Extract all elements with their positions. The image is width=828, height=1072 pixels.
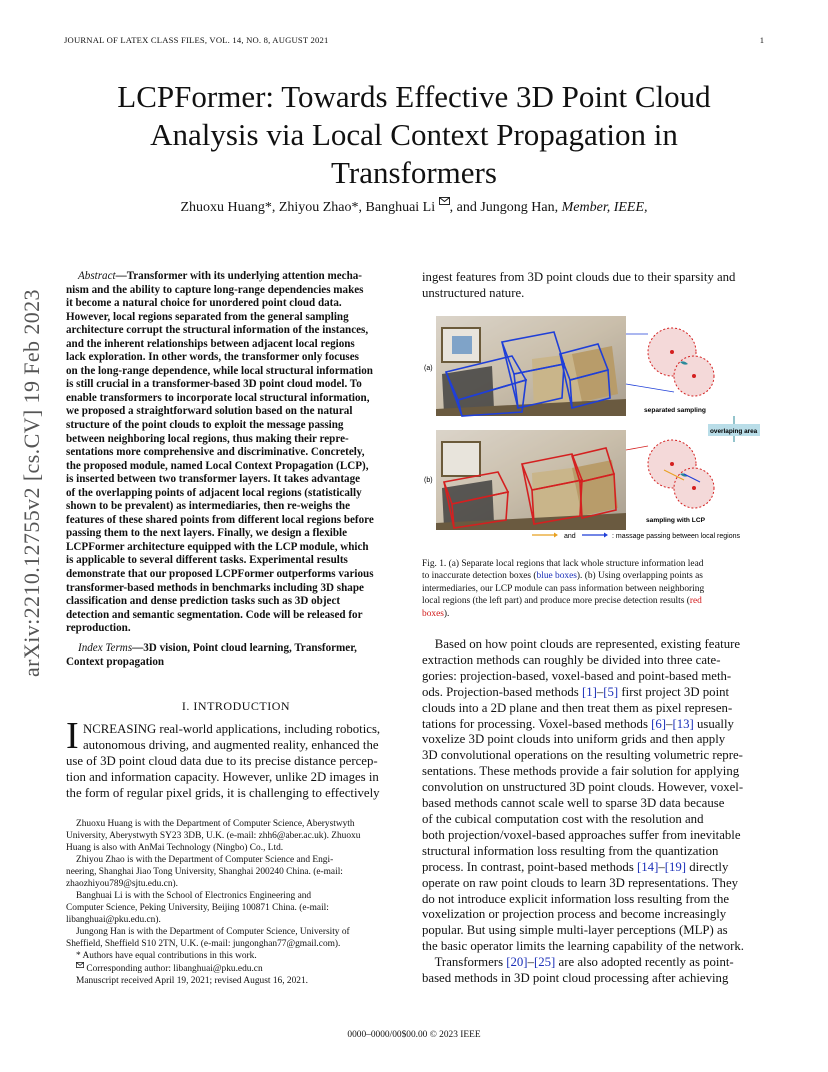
abstract-line: reproduction. <box>66 622 131 635</box>
body-line: extraction methods can roughly be divided into three cate- <box>422 652 721 667</box>
abstract-line: structure of the point clouds to exploit the message passing <box>66 419 344 432</box>
legend-and: and <box>564 533 576 540</box>
body-line: ods. Projection-based methods [1]–[5] first project 3D point <box>422 684 730 699</box>
sampling-with-lcp-label: sampling with LCP <box>646 517 705 524</box>
paper-title <box>64 78 764 192</box>
abstract-line: lack exploration. In other words, the transformer only focuses <box>66 351 359 364</box>
drop-cap: I <box>66 715 79 757</box>
citation-link[interactable]: [5] <box>603 684 619 699</box>
body-line: popular. But using simple multi-layer perceptions (MLP) as <box>422 923 728 938</box>
body-line: do not introduce explicit information loss resulting from the <box>422 891 730 906</box>
citation-link[interactable]: [6] <box>651 716 667 731</box>
figure-1 <box>422 314 763 544</box>
abstract-line: shown to be prevalent) as intermediaries, then re-weighs the <box>66 500 350 513</box>
citation-link[interactable]: [20] <box>506 955 528 970</box>
running-header: JOURNAL OF LATEX CLASS FILES, VOL. 14, NO. 8, AUGUST 2021 <box>64 35 329 45</box>
envelope-icon <box>76 962 84 968</box>
body-line: clouds into a 2D plane and then treat them as pixel represen- <box>422 700 733 715</box>
abstract-line: However, local regions separated from the general sampling <box>66 310 349 323</box>
citation-link[interactable]: [14] <box>637 859 659 874</box>
footnotes: Zhuoxu Huang is with the Department of Computer Science, Aberystwyth University, Aberystwyth SY23 3DB, U.K. (e-mail: zhh6@aber.ac.uk). Zhuoxu Huang is also with AnMai Technology (Ningbo) Co., Ltd. Zhiyou Zhao is with the Department of Computer Science and Engi- neering, Shanghai Jiao Tong University, Shanghai 200240 China. (e-mail: zhaozhiyou789@sjtu.edu.cn). Banghuai Li is with the School of Electronics Engineering and Computer Science, Peking University, Beijing 100871 China. (e-mail: libanghuai@pku.edu.cn). Jungong Han is with the Department of Computer Science, University of Sheffield, Sheffield S10 2TN, U.K. (e-mail: jungonghan77@gmail.com). * Authors have equal contributions in this work. Corresponding author: libanghuai@pku.edu.cn Manuscript received April 19, 2021; revised August 16, 2021. <box>66 819 361 986</box>
section-heading: I. INTRODUCTION <box>181 699 291 713</box>
abstract-body <box>66 284 406 636</box>
abstract-line: nism and the ability to capture long-range dependencies makes <box>66 283 364 296</box>
abstract-line: between neighboring local regions, thus making their repre- <box>66 432 349 445</box>
abstract-line: sentations more comprehensive and discriminative. Concretely, <box>66 446 365 459</box>
citation-link[interactable]: [13] <box>672 716 694 731</box>
abstract-line: is still crucial in a transformer-based 3D point cloud model. To <box>66 378 362 391</box>
body-line: structural information loss resulting from the quantization <box>422 843 719 858</box>
abstract-line: features of these shared points from different local regions before <box>66 513 374 526</box>
legend-text: : massage passing between local regions <box>612 533 741 540</box>
abstract-line: the proposed module, named Local Context Propagation (LCP), <box>66 459 369 472</box>
title-line: LCPFormer: Towards Effective 3D Point Cloud <box>117 79 711 114</box>
body-line: 3D convolutional operations on the resulting volumetric repre- <box>422 748 743 763</box>
citation-link[interactable]: [25] <box>533 955 556 970</box>
abstract <box>66 270 406 636</box>
body-line: Transformers [20]–[25] are also adopted recently as point- <box>422 955 734 970</box>
citation-link[interactable]: [1] <box>581 684 597 699</box>
title-line: Analysis via Local Context Propagation in <box>150 117 678 152</box>
abstract-line: transformer-based methods in benchmarks including 3D shape <box>66 581 364 594</box>
body-line: voxelize 3D point clouds into uniform grids and then apply <box>422 732 726 747</box>
abstract-line: demonstrate that our proposed LCPFormer outperforms various <box>66 568 374 581</box>
lcp-sampling-diagram <box>626 440 714 508</box>
panel-b-label: (b) <box>424 477 433 484</box>
body-line: sentations. These methods provide a fair solution for applying <box>422 764 740 779</box>
abstract-line: it become a natural choice for unordered point cloud data. <box>66 297 342 310</box>
overlapping-area-label: overlaping area <box>710 428 758 435</box>
author-names: Zhuoxu Huang*, Zhiyou Zhao*, Banghuai Li <box>180 200 436 215</box>
page-number: 1 <box>759 35 764 45</box>
abstract-line: passing them to the next layers. Finally, we design a flexible <box>66 527 348 540</box>
body-line: based methods cannot scale well to sparse 3D data because <box>422 796 725 811</box>
abstract-line: LCPFormer architecture equipped with the LCP module, which <box>66 540 369 553</box>
separated-sampling-diagram <box>626 328 714 396</box>
abstract-line: architecture corrupt the structural information of the instances, <box>66 324 369 337</box>
abstract-line: detection and semantic segmentation. Code will be released for <box>66 608 363 621</box>
member-title: Member, IEEE, <box>561 200 648 215</box>
body-line: convolution on unstructured 3D point clouds. However, voxel- <box>422 780 744 795</box>
abstract-line: enable transformers to incorporate local structural information, <box>66 391 370 404</box>
body-line: operate on raw point clouds to learn 3D representations. They <box>422 875 739 890</box>
body-line: based methods in 3D point cloud processing after achieving <box>422 971 729 986</box>
right-body-text <box>422 637 763 987</box>
abstract-line: classification and dense prediction tasks such as 3D object <box>66 595 341 608</box>
panel-a-label: (a) <box>424 365 433 372</box>
envelope-icon <box>439 197 450 205</box>
index-terms-label: Index Terms <box>78 642 133 654</box>
figure-caption: Fig. 1. (a) Separate local regions that lack whole structure information lead to inaccurate detection boxes (blue boxes). (b) Using overlapping points as intermediaries, our LCP module can pass information between neighboring local regions (the left part) and produce more precise detection results (red boxes). <box>422 559 705 619</box>
abstract-line: we proposed a straightforward solution based on the natural <box>66 405 353 418</box>
abstract-label: Abstract <box>78 270 116 282</box>
body-line: process. In contrast, point-based methods [14]–[19] directly <box>422 859 729 874</box>
right-column-continuation: ingest features from 3D point clouds due to their sparsity and unstructured nature. <box>422 270 736 300</box>
citation-link[interactable]: [19] <box>664 859 687 874</box>
arxiv-identifier: arXiv:2210.12755v2 [cs.CV] 19 Feb 2023 <box>19 289 44 677</box>
abstract-line: of the overlapping points of adjacent local regions (statistically <box>66 486 362 499</box>
author-list <box>64 197 764 216</box>
intro-paragraph: I NCREASING real-world applications, including robotics, autonomous driving, and augmented reality, enhanced the use of 3D point cloud data due to its precise distance percep- tion and information capacity. However, unlike 2D images in the form of regular pixel grids, it is challenging to effectively <box>66 715 381 800</box>
abstract-line: and the inherent relationships between adjacent local regions <box>66 337 355 350</box>
index-terms: Index Terms—3D vision, Point cloud learning, Transformer, Context propagation <box>66 642 357 668</box>
abstract-first-line: Abstract—Transformer with its underlying attention mecha- <box>78 270 363 282</box>
abstract-line: on the long-range dependence, while local structural information <box>66 364 373 377</box>
body-line: the basic operator limits the learning capability of the network. <box>422 939 744 954</box>
author-tail: , and Jungong Han, <box>449 200 559 215</box>
body-line: Based on how point clouds are represented, existing feature <box>422 637 741 651</box>
title-line: Transformers <box>331 155 497 190</box>
abstract-line: is applicable to several different tasks. Experimental results <box>66 554 348 567</box>
body-line: voxelization or projection process and become increasingly <box>422 907 727 922</box>
body-line: of the cubical computation cost with the resolution and <box>422 811 704 826</box>
body-line: both projection/voxel-based approaches suffer from inevitable <box>422 827 741 842</box>
abstract-line: is inserted between two transformer layers. It takes advantage <box>66 473 361 486</box>
separated-sampling-label: separated sampling <box>644 407 706 414</box>
copyright-footer: 0000–0000/00$00.00 © 2023 IEEE <box>347 1030 481 1040</box>
body-line: gories: projection-based, voxel-based and point-based meth- <box>422 668 732 683</box>
body-line: tations for processing. Voxel-based methods [6]–[13] usually <box>422 716 734 731</box>
